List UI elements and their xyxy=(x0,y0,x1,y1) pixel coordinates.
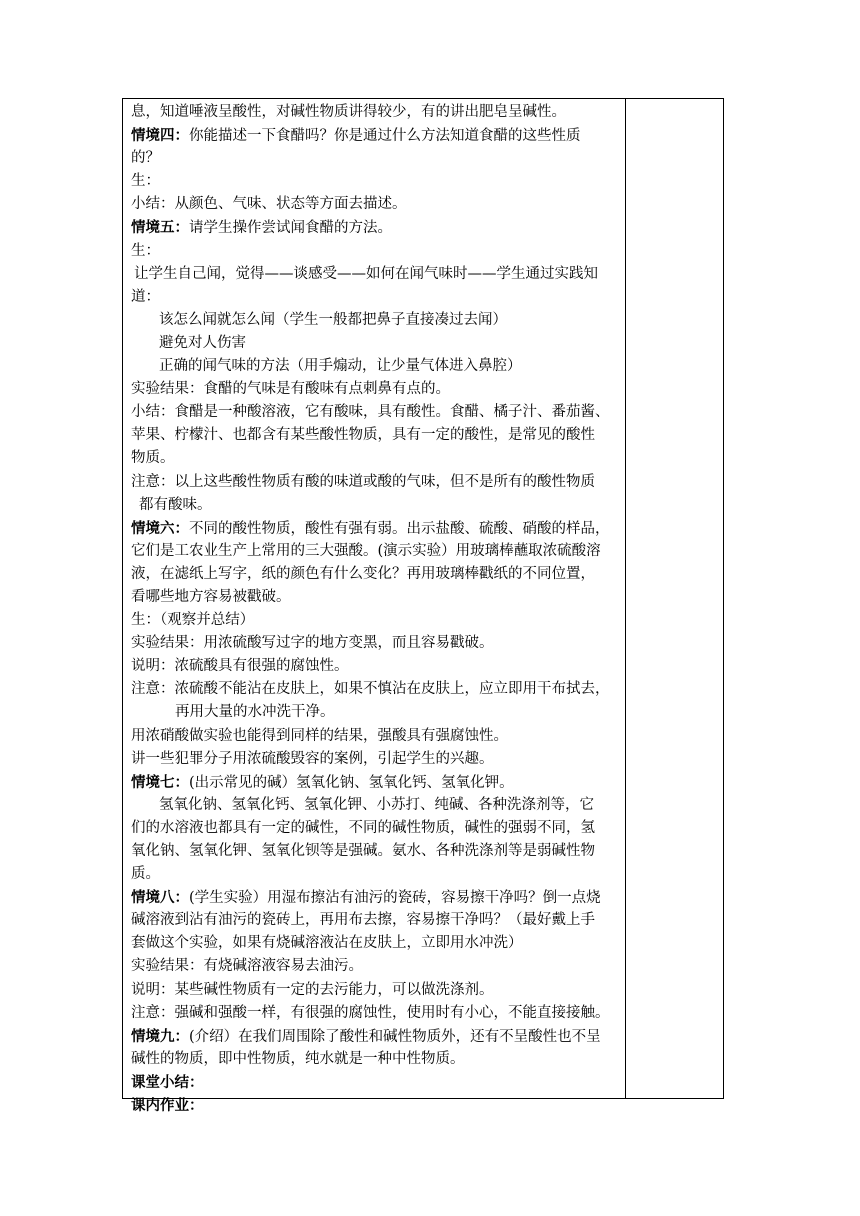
lesson-table xyxy=(122,98,724,1115)
section-label: 情境九： xyxy=(131,1027,189,1045)
section-label: 课内作业： xyxy=(131,1097,204,1115)
text-line: 说明：某些碱性物质有一定的去污能力，可以做洗涤剂。 xyxy=(131,981,494,998)
text-line: 息，知道唾液呈酸性，对碱性物质讲得较少，有的讲出肥皂呈碱性。 xyxy=(131,104,566,120)
text-line: 注意：以上这些酸性物质有酸的味道或酸的气味，但不是所有的酸性物质 xyxy=(131,473,595,490)
section-label: 情境八： xyxy=(131,889,189,907)
text-line: 讲一些犯罪分子用浓硫酸毁容的案例，引起学生的兴趣。 xyxy=(131,750,494,767)
text-line xyxy=(131,1071,623,1094)
text-line: 生： xyxy=(131,173,160,190)
text-line: 苹果、柠檬汁、也都含有某些酸性物质，具有一定的酸性，是常见的酸性 xyxy=(131,427,595,444)
text-line: 说明：浓硫酸具有很强的腐蚀性。 xyxy=(131,658,349,675)
text-line: 道： xyxy=(131,288,160,305)
text-line: 情境八：(学生实验）用湿布擦沾有油污的瓷砖，容易擦干净吗？倒一点烧 xyxy=(131,889,601,907)
text-line: 情境九：(介绍）在我们周围除了酸性和碱性物质外，还有不呈酸性也不呈 xyxy=(131,1027,601,1045)
text-line: 液，在滤纸上写字，纸的颜色有什么变化？再用玻璃棒戳纸的不同位置， xyxy=(131,565,595,582)
text-line: 氢氧化钠、氢氧化钙、氢氧化钾、小苏打、纯碱、各种洗涤剂等，它 xyxy=(159,796,594,813)
text-line: 都有酸味。 xyxy=(139,496,212,513)
text-line: 质。 xyxy=(131,866,160,883)
text-line: 生： xyxy=(131,242,160,259)
text-line: 让学生自己闻，觉得——谈感受——如何在闻气味时——学生通过实践知 xyxy=(134,265,598,282)
text-line: 该怎么闻就怎么闻（学生一般都把鼻子直接凑过去闻） xyxy=(159,311,507,328)
text-line: 小结：食醋是一种酸溶液，它有酸味，具有酸性。食醋、橘子汁、番茄酱、 xyxy=(131,404,610,421)
text-line: 物质。 xyxy=(131,450,175,467)
text-line: 正确的闻气味的方法（用手煽动，让少量气体进入鼻腔） xyxy=(159,358,522,375)
lesson-content-cell xyxy=(131,101,623,1117)
text-line: 避免对人伤害 xyxy=(159,334,246,351)
section-label: 情境五： xyxy=(131,219,189,237)
text-line: 们的水溶液也都具有一定的碱性，不同的碱性物质，碱性的强弱不同，氢 xyxy=(131,819,595,836)
text-line: 情境四：你能描述一下食醋吗？你是通过什么方法知道食醋的这些性质 xyxy=(131,127,581,145)
text-line: 实验结果：食醋的气味是有酸味有点刺鼻有点的。 xyxy=(131,381,450,398)
text-line: 情境五：请学生操作尝试闻食醋的方法。 xyxy=(131,219,392,237)
text-line: 用浓硝酸做实验也能得到同样的结果，强酸具有强腐蚀性。 xyxy=(131,727,508,744)
text-line: 生：（观察并总结） xyxy=(131,612,255,629)
text-line: 的？ xyxy=(131,150,160,167)
section-label: 情境六： xyxy=(131,519,189,537)
text-line: 套做这个实验，如果有烧碱溶液沾在皮肤上，立即用水冲洗） xyxy=(131,935,523,952)
text-line: 碱性的物质，即中性物质，纯水就是一种中性物质。 xyxy=(131,1050,465,1067)
column-divider xyxy=(625,99,626,1098)
text-line: 小结：从颜色、气味、状态等方面去描述。 xyxy=(131,196,407,213)
text-line: 注意：浓硫酸不能沾在皮肤上，如果不慎沾在皮肤上，应立即用干布拭去， xyxy=(131,681,610,698)
text-line: 实验结果：用浓硫酸写过字的地方变黑，而且容易戳破。 xyxy=(131,635,494,652)
text-line: 它们是工农业生产上常用的三大强酸。(演示实验）用玻璃棒蘸取浓硫酸溶 xyxy=(131,542,601,559)
text-line: 碱溶液到沾有油污的瓷砖上，再用布去擦，容易擦干净吗？（最好戴上手 xyxy=(131,912,595,929)
text-line: 实验结果：有烧碱溶液容易去油污。 xyxy=(131,958,363,975)
text-line xyxy=(131,1094,623,1117)
text-line: 再用大量的水冲洗干净。 xyxy=(175,704,335,721)
text-line: 注意：强碱和强酸一样，有很强的腐蚀性，使用时有小心，不能直接接触。 xyxy=(131,1004,610,1021)
section-label: 情境四： xyxy=(131,127,189,145)
section-label: 情境七： xyxy=(131,773,189,791)
text-line: 看哪些地方容易被戳破。 xyxy=(131,588,291,605)
text-line: 氧化钠、氢氧化钾、氢氧化钡等是强碱。氨水、各种洗涤剂等是弱碱性物 xyxy=(131,843,595,859)
text-line: 情境六：不同的酸性物质，酸性有强有弱。出示盐酸、硫酸、硝酸的样品， xyxy=(131,519,610,537)
section-label: 课堂小结： xyxy=(131,1073,204,1091)
text-line: 情境七：(出示常见的碱）氢氧化钠、氢氧化钙、氢氧化钾。 xyxy=(131,773,514,791)
